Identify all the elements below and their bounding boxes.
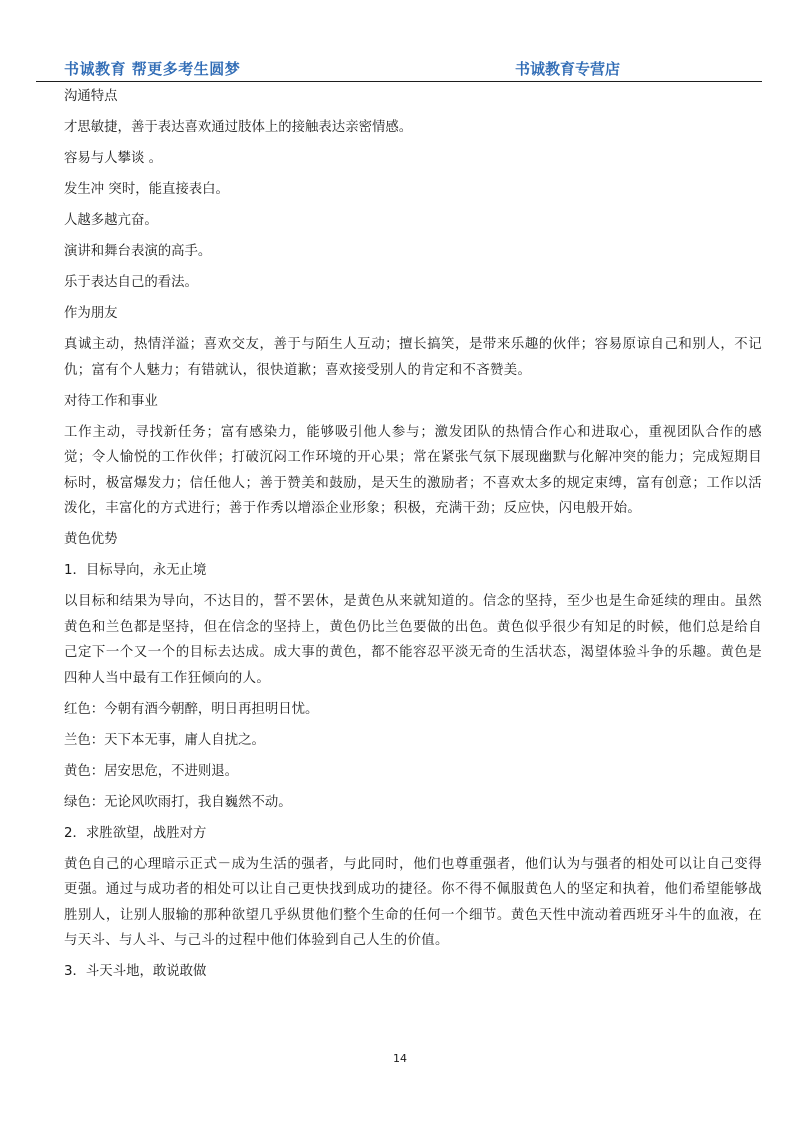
heading-as-friend: 作为朋友 xyxy=(64,306,118,321)
color-quote-red: 红色：今朝有酒今朝醉，明日再担明日忧。 xyxy=(64,701,319,717)
document-body xyxy=(64,84,762,990)
header-divider xyxy=(36,81,762,82)
subheading-win: 2．求胜欲望，战胜对方 xyxy=(64,825,207,841)
heading-communication: 沟通特点 xyxy=(64,89,118,104)
subheading-fight: 3．斗天斗地，敢说敢做 xyxy=(64,964,207,979)
paragraph-win: 黄色自己的心理暗示正式－成为生活的强者，与此同时，他们也尊重强者，他们认为与强者的相处可以让自己变得更强。通过与成功者的相处可以让自己更快找到成功的捷径。你不得不佩服黄色人的坚定和执着，他们希望能够战胜别人，让别人服输的那种欲望几乎纵贯他们整个生命的任何一个细节。黄色天性中流动着西班牙斗牛的血液，在与天斗、与人斗、与己斗的过程中他们体验到自己人生的价值。 xyxy=(64,856,762,948)
paragraph-goal: 以目标和结果为导向，不达目的，誓不罢休，是黄色从来就知道的。信念的坚持，至少也是生命延续的理由。虽然黄色和兰色都是坚持，但在信念的坚持上，黄色仍比兰色要做的出色。黄色似乎很少有知足的时候，他们总是给自己定下一个又一个的目标去达成。成大事的黄色，都不能容忍平淡无奇的生活状态，渴望体验斗争的乐趣。黄色是四种人当中最有工作狂倾向的人。 xyxy=(64,594,762,686)
color-quote-green: 绿色：无论风吹雨打，我自巍然不动。 xyxy=(64,794,292,810)
trait-line: 发生冲 突时，能直接表白。 xyxy=(64,182,229,197)
heading-yellow-strengths: 黄色优势 xyxy=(64,532,118,547)
trait-line: 容易与人攀谈 。 xyxy=(64,151,162,166)
page-header xyxy=(64,58,762,80)
subheading-goal: 1．目标导向，永无止境 xyxy=(64,563,207,578)
trait-line: 乐于表达自己的看法。 xyxy=(64,275,198,290)
color-quote-yellow: 黄色：居安思危，不进则退。 xyxy=(64,763,239,779)
page-number: 14 xyxy=(393,1052,407,1065)
header-left-text: 书诚教育 帮更多考生圆梦 xyxy=(64,60,241,78)
paragraph-work: 工作主动，寻找新任务；富有感染力，能够吸引他人参与；激发团队的热情合作心和进取心，重视团队合作的感觉；令人愉悦的工作伙伴；打破沉闷工作环境的开心果；常在紧张气氛下展现幽默与化解冲突的能力；完成短期目标时，极富爆发力；信任他人；善于赞美和鼓励，是天生的激励者；不喜欢太多的规定束缚，富有创意；工作以活泼化，丰富化的方式进行；善于作秀以增添企业形象；积极，充满干劲；反应快，闪电般开始。 xyxy=(64,424,762,516)
trait-line: 才思敏捷，善于表达喜欢通过肢体上的接触表达亲密情感。 xyxy=(64,120,413,135)
color-quote-blue: 兰色：天下本无事，庸人自扰之。 xyxy=(64,732,265,748)
trait-line: 演讲和舞台表演的高手。 xyxy=(64,244,212,259)
header-right-text: 书诚教育专营店 xyxy=(514,60,620,78)
heading-work: 对待工作和事业 xyxy=(64,393,158,409)
paragraph-friend: 真诚主动，热情洋溢；喜欢交友，善于与陌生人互动；擅长搞笑，是带来乐趣的伙伴；容易原谅自己和别人，不记仇；富有个人魅力；有错就认，很快道歉；喜欢接受别人的肯定和不吝赞美。 xyxy=(64,337,762,378)
trait-line: 人越多越亢奋。 xyxy=(64,213,158,228)
